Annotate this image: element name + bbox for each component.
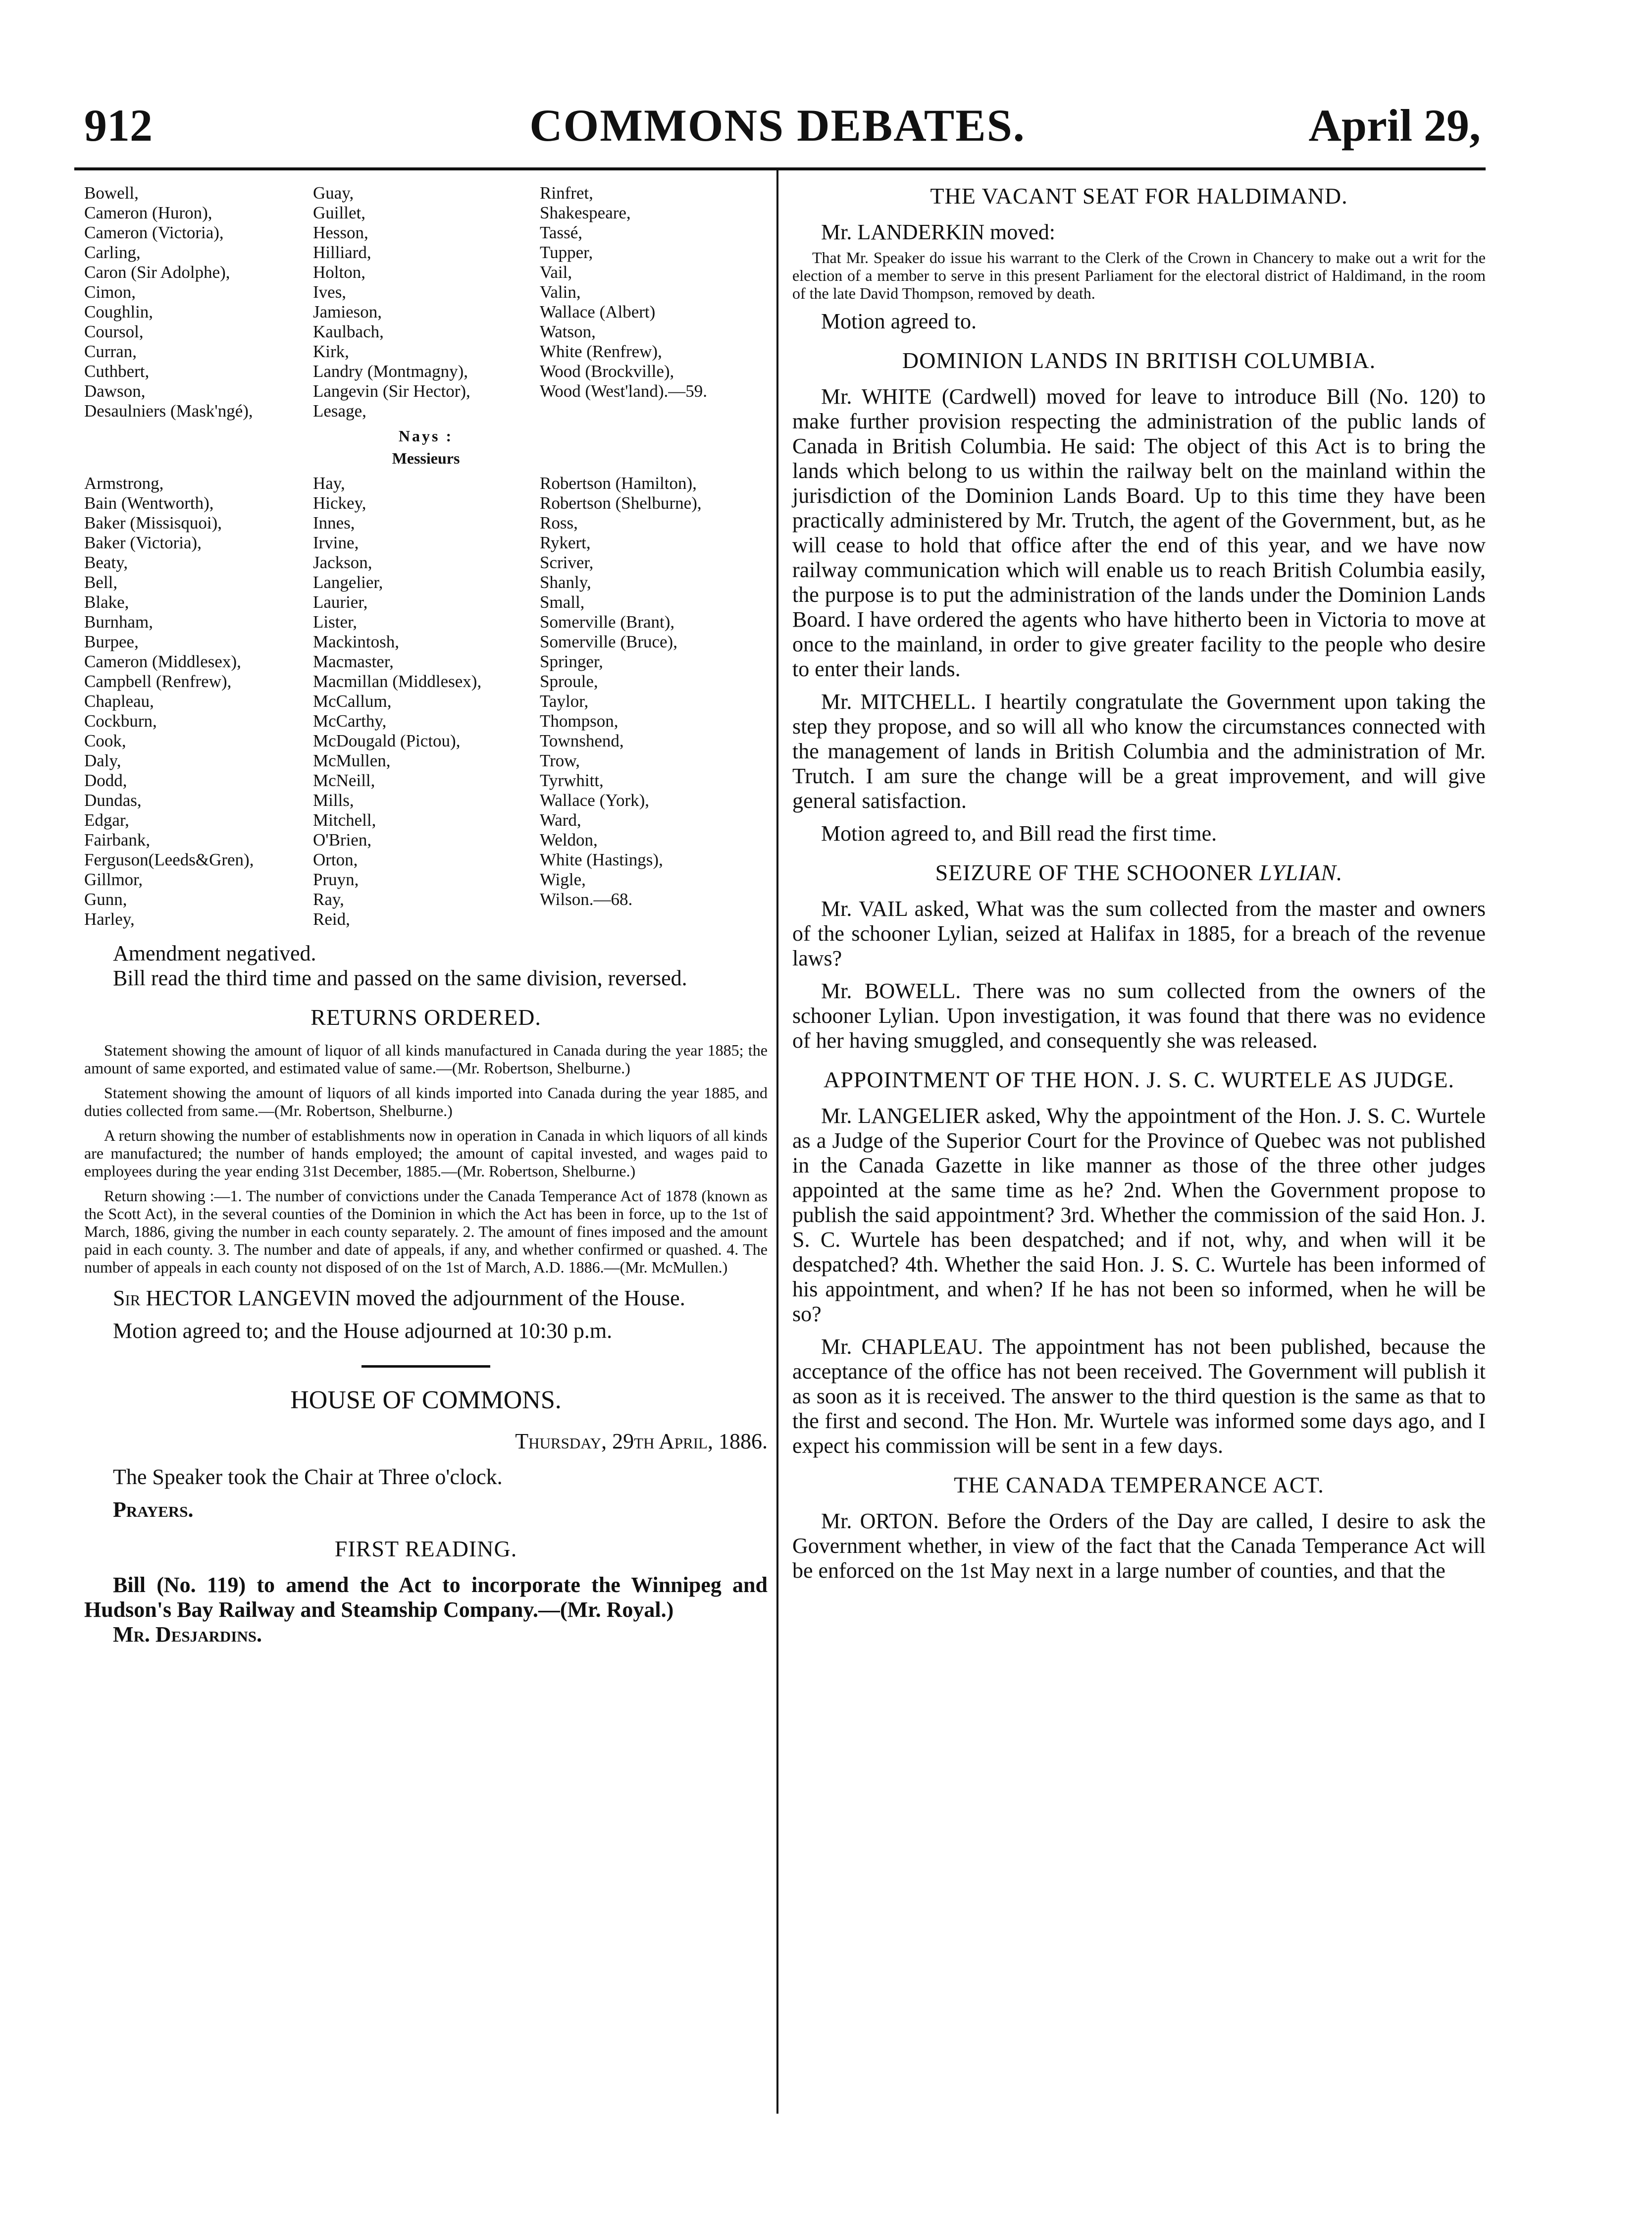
white-statement: Mr. WHITE (Cardwell) moved for leave to introduce Bill (No. 120) to make further provision respecting the administration of the public lands of Canada in British Columbia. He said: The object of this Act is to bring the lands which belong to us within the railway belt on the mainland within the jurisdiction of the Dominion Lands Board. Up to this time they have been practically administered by Mr. Trutch, the agent of the Government, but, as he will cease to hold that office after the end of this year, and we have now railway communication which will enable us to reach British Columbia easily, the purpose is to put the administration of the lands under the Dominion Lands Board. I have ordered the agents who have hitherto been in Victoria to move at once to the mainland, in order to give greater facility to the people who desire to enter their lands.: [792, 384, 1486, 681]
member-name: Armstrong,: [84, 474, 164, 493]
member-name: Springer,: [540, 652, 603, 671]
member-name: Burnham,: [84, 612, 154, 632]
member-name: Sproule,: [540, 672, 598, 691]
nays-column-2: [313, 474, 481, 929]
yeas-column-1: [84, 183, 253, 421]
member-name: Mills,: [313, 791, 354, 810]
member-name: Blake,: [84, 592, 129, 612]
section-rule: [361, 1365, 490, 1368]
member-name: Rykert,: [540, 533, 591, 552]
member-name: Ives,: [313, 282, 347, 302]
dominion-lands-heading: DOMINION LANDS IN BRITISH COLUMBIA.: [902, 348, 1376, 373]
member-name: Hickey,: [313, 493, 366, 513]
yeas-column-3: [540, 183, 707, 401]
motion-agreed: Motion agreed to.: [821, 309, 977, 333]
speaker-name: Mr. CHAPLEAU.: [821, 1334, 983, 1359]
member-name: Robertson (Hamilton),: [540, 474, 697, 493]
speaker-name: Mr. LANGELIER: [821, 1104, 981, 1128]
member-name: Orton,: [313, 850, 358, 869]
member-name: Vail,: [540, 263, 572, 282]
member-name: Mackintosh,: [313, 632, 400, 651]
bill-119: Bill (No. 119) to amend the Act to incorporate the Winnipeg and Hudson's Bay Railway and Steamship Company.—(Mr. Royal.): [84, 1573, 768, 1622]
member-name: Dawson,: [84, 381, 146, 401]
member-name: Somerville (Brant),: [540, 612, 675, 632]
member-name: Desaulniers (Mask'ngé),: [84, 401, 253, 421]
speaker-name: Mr. MITCHELL.: [821, 690, 976, 714]
member-name: McDougald (Pictou),: [313, 731, 461, 750]
member-name: White (Hastings),: [540, 850, 663, 869]
member-name: Tassé,: [540, 223, 582, 242]
member-name: White (Renfrew),: [540, 342, 662, 361]
member-name: Harley,: [84, 909, 135, 929]
landerkin-motion: That Mr. Speaker do issue his warrant to the Clerk of the Crown in Chancery to make out a writ for the election of a member to serve in this present Parliament for the electoral district of Haldimand, in the room of the late David Thompson, removed by death.: [792, 249, 1486, 302]
speaker-took-chair: The Speaker took the Chair at Three o'clock.: [113, 1465, 503, 1489]
member-name: Coursol,: [84, 322, 144, 341]
member-name: Gillmor,: [84, 870, 143, 889]
member-name: Trow,: [540, 751, 580, 770]
member-name: Small,: [540, 592, 585, 612]
member-name: Mitchell,: [313, 810, 376, 830]
first-reading-heading: FIRST READING.: [334, 1536, 517, 1561]
member-name: Valin,: [540, 282, 581, 302]
member-name: Wallace (York),: [540, 791, 650, 810]
speaker-name: Mr. WHITE (Cardwell): [821, 384, 1036, 409]
return-item: Return showing :—1. The number of convictions under the Canada Temperance Act of 1878 (known as the Scott Act), in the several counties of the Dominion in which the Act has been in force, up to the 1st of March, 1886, giving the number in each county separately. 2. The amount of fines imposed and the amount paid in each county. 3. The number and date of appeals, if any, and whether confirmed or quashed. 4. The number of appeals in each county not disposed of on the 1st of March, A.D. 1886.—(Mr. McMullen.): [84, 1187, 768, 1276]
member-name: Pruyn,: [313, 870, 359, 889]
member-name: Daly,: [84, 751, 121, 770]
member-name: Cameron (Huron),: [84, 203, 212, 222]
speaker-name: Mr. VAIL: [821, 897, 907, 921]
member-name: Laurier,: [313, 592, 368, 612]
member-name: Bain (Wentworth),: [84, 493, 214, 513]
member-name: Cook,: [84, 731, 126, 750]
page-header: [74, 99, 1481, 159]
schooner-heading: SEIZURE OF THE SCHOONER LYLIAN.: [935, 860, 1343, 885]
member-name: Wood (Brockville),: [540, 362, 674, 381]
speaker-name: Sir HECTOR LANGEVIN: [113, 1286, 351, 1310]
member-name: Bell,: [84, 573, 118, 592]
member-name: Holton,: [313, 263, 365, 282]
member-name: Wood (West'land).—59.: [540, 381, 707, 401]
member-name: McNeill,: [313, 771, 375, 790]
landerkin-moved: Mr. LANDERKIN moved:: [821, 220, 1055, 244]
member-name: Cimon,: [84, 282, 136, 302]
member-name: Kirk,: [313, 342, 349, 361]
return-item: Statement showing the amount of liquors of all kinds imported into Canada during the year 1885, and duties collected from same.—(Mr. Robertson, Shelburne.): [84, 1084, 768, 1119]
member-name: Irvine,: [313, 533, 359, 552]
house-adjourned: Motion agreed to; and the House adjourned at 10:30 p.m.: [113, 1319, 613, 1343]
mitchell-statement: Mr. MITCHELL. I heartily congratulate the Government upon taking the step they propose, and so will all who know the circumstances connected with the management of lands in British Columbia and the administration of Mr. Trutch. I am sure the change will be a great improvement, and will give general satisfaction.: [792, 690, 1486, 813]
return-item: A return showing the number of establishments now in operation in Canada in which liquors of all kinds are manufactured; the number of hands employed; the amount of capital invested, and wages paid to employees during the year ending 31st December, 1885.—(Mr. Robertson, Shelburne.): [84, 1126, 768, 1180]
member-name: Carling,: [84, 243, 141, 262]
prayers: Prayers.: [113, 1497, 194, 1522]
member-name: Burpee,: [84, 632, 139, 651]
nays-heading: Nays :: [398, 427, 454, 445]
member-name: Shakespeare,: [540, 203, 631, 222]
member-name: Jamieson,: [313, 302, 382, 321]
vail-question: Mr. VAIL asked, What was the sum collected from the master and owners of the schooner Lylian, seized at Halifax in 1885, for a breach of the revenue laws?: [792, 897, 1486, 970]
member-name: Landry (Montmagny),: [313, 362, 468, 381]
header-date: April 29,: [1308, 100, 1481, 151]
member-name: Wigle,: [540, 870, 586, 889]
member-name: Campbell (Renfrew),: [84, 672, 232, 691]
member-name: Tyrwhitt,: [540, 771, 604, 790]
member-name: McCallum,: [313, 692, 392, 711]
return-item: Statement showing the amount of liquor of all kinds manufactured in Canada during the year 1885; the amount of same exported, and estimated value of same.—(Mr. Robertson, Shelburne.): [84, 1041, 768, 1077]
member-name: Scriver,: [540, 553, 594, 572]
member-name: Robertson (Shelburne),: [540, 493, 702, 513]
member-name: Caron (Sir Adolphe),: [84, 263, 230, 282]
member-name: Guillet,: [313, 203, 365, 222]
yeas-list: [84, 183, 768, 421]
member-name: Beaty,: [84, 553, 128, 572]
member-name: Dodd,: [84, 771, 127, 790]
sitting-date: Thursday, 29th April, 1886.: [515, 1429, 768, 1453]
member-name: Rinfret,: [540, 183, 593, 203]
member-name: Taylor,: [540, 692, 589, 711]
member-name: McCarthy,: [313, 711, 387, 731]
member-name: Somerville (Bruce),: [540, 632, 677, 651]
member-name: Gunn,: [84, 890, 127, 909]
member-name: Guay,: [313, 183, 354, 203]
member-name: Macmillan (Middlesex),: [313, 672, 482, 691]
amendment-negatived: Amendment negatived.: [113, 941, 316, 965]
desjardins: Mr. Desjardins.: [113, 1622, 262, 1647]
member-name: Lister,: [313, 612, 357, 632]
member-name: Cuthbert,: [84, 362, 150, 381]
member-name: Macmaster,: [313, 652, 394, 671]
member-name: Innes,: [313, 513, 355, 532]
member-name: Hesson,: [313, 223, 368, 242]
member-name: Ross,: [540, 513, 578, 532]
member-name: Baker (Victoria),: [84, 533, 202, 552]
member-name: Watson,: [540, 322, 596, 341]
wurtele-heading: APPOINTMENT OF THE HON. J. S. C. WURTELE AS JUDGE.: [824, 1067, 1454, 1092]
bowell-answer: Mr. BOWELL. There was no sum collected from the owners of the schooner Lylian. Upon investigation, it was found that there was no evidence of her having smuggled, and consequently she was released.: [792, 979, 1486, 1053]
member-name: Hilliard,: [313, 243, 371, 262]
member-name: Edgar,: [84, 810, 129, 830]
bill-third-reading: Bill read the third time and passed on the same division, reversed.: [113, 966, 687, 990]
left-column: [84, 183, 768, 1647]
member-name: Bowell,: [84, 183, 139, 203]
orton-question: Mr. ORTON. Before the Orders of the Day are called, I desire to ask the Government whether, in view of the fact that the Canada Temperance Act will be enforced on the 1st May next in a large number of counties, and that the: [792, 1509, 1486, 1583]
chapleau-answer: Mr. CHAPLEAU. The appointment has not been published, because the acceptance of the office has not been received. The Government will publish it as soon as it is received. The answer to the third question is the same as that to the first and second. The Hon. Mr. Wurtele was informed some days ago, and I expect his commission will be sent in a few days.: [792, 1334, 1486, 1458]
house-of-commons-heading: HOUSE OF COMMONS.: [290, 1386, 562, 1414]
page-number: 912: [84, 100, 153, 151]
nays-column-3: [540, 474, 702, 909]
member-name: Wallace (Albert): [540, 302, 656, 321]
nays-list: [84, 474, 768, 929]
temperance-heading: THE CANADA TEMPERANCE ACT.: [954, 1472, 1324, 1497]
haldimand-heading: THE VACANT SEAT FOR HALDIMAND.: [930, 183, 1348, 209]
member-name: Wilson.—68.: [540, 890, 633, 909]
member-name: O'Brien,: [313, 830, 372, 850]
member-name: Weldon,: [540, 830, 598, 850]
header-rule: [74, 167, 1486, 170]
column-divider: [776, 169, 778, 2114]
speaker-name: Mr. BOWELL.: [821, 979, 961, 1003]
member-name: Cockburn,: [84, 711, 157, 731]
member-name: Lesage,: [313, 401, 366, 421]
member-name: Cameron (Middlesex),: [84, 652, 241, 671]
member-name: Thompson,: [540, 711, 619, 731]
member-name: Ferguson(Leeds&Gren),: [84, 850, 254, 869]
member-name: Ray,: [313, 890, 344, 909]
member-name: Ward,: [540, 810, 581, 830]
member-name: Fairbank,: [84, 830, 151, 850]
adjournment-motion: Sir HECTOR LANGEVIN moved the adjournment of the House.: [113, 1286, 685, 1310]
member-name: Tupper,: [540, 243, 593, 262]
member-name: Langelier,: [313, 573, 383, 592]
member-name: Jackson,: [313, 553, 372, 572]
member-name: Shanly,: [540, 573, 591, 592]
returns-ordered-heading: RETURNS ORDERED.: [310, 1005, 541, 1030]
yeas-column-2: [313, 183, 470, 421]
member-name: Langevin (Sir Hector),: [313, 381, 470, 401]
member-name: Reid,: [313, 909, 350, 929]
nays-column-1: [84, 474, 254, 929]
bill-first-reading: Motion agreed to, and Bill read the first time.: [821, 821, 1217, 846]
right-column: [792, 183, 1486, 1583]
member-name: Cameron (Victoria),: [84, 223, 224, 242]
member-name: McMullen,: [313, 751, 391, 770]
speaker-name: Mr. ORTON.: [821, 1509, 939, 1533]
member-name: Chapleau,: [84, 692, 154, 711]
member-name: Hay,: [313, 474, 345, 493]
member-name: Baker (Missisquoi),: [84, 513, 222, 532]
member-name: Townshend,: [540, 731, 624, 750]
publication-title: COMMONS DEBATES.: [529, 100, 1026, 151]
member-name: Curran,: [84, 342, 137, 361]
messieurs-heading: Messieurs: [392, 449, 460, 467]
member-name: Kaulbach,: [313, 322, 384, 341]
langelier-question: Mr. LANGELIER asked, Why the appointment of the Hon. J. S. C. Wurtele as a Judge of the Superior Court for the Province of Quebec was not published in the Canada Gazette in like manner as those of the three other judges appointed at the same time as he? 2nd. When the Government propose to publish the said appointment? 3rd. Whether the commission of the said Hon. J. S. C. Wurtele has been despatched; and if not, why, and when will it be despatched? 4th. Whether the said Hon. J. S. C. Wurtele has been informed of his appointment, and when? If he has not been so informed, when he will be so?: [792, 1104, 1486, 1326]
member-name: Coughlin,: [84, 302, 154, 321]
member-name: Dundas,: [84, 791, 142, 810]
